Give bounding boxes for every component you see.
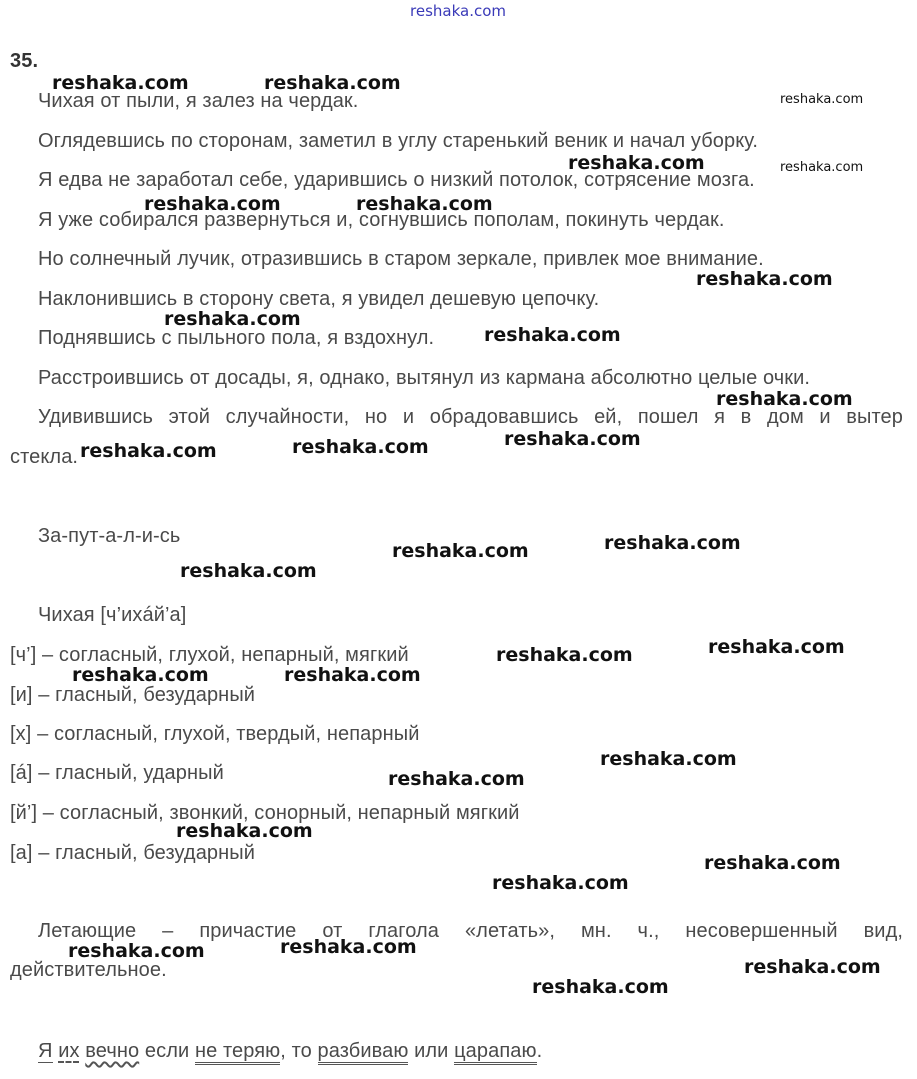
parsed-sentence bbox=[38, 1040, 542, 1063]
conjunction-word: если bbox=[144, 1040, 190, 1062]
watermark: reshaka.com bbox=[568, 152, 705, 174]
conjunction-word: , то bbox=[280, 1040, 312, 1062]
watermark: reshaka.com bbox=[780, 160, 864, 175]
sentence-6: Наклонившись в сторону света, я увидел дешевую цепочку. bbox=[38, 288, 600, 310]
sentence-3: Я едва не заработал себе, ударившись о низкий потолок, сотрясение мозга. bbox=[38, 169, 755, 191]
phonetic-item: [ч’] – согласный, глухой, непарный, мягкий bbox=[10, 644, 409, 666]
predicate-word: царапаю bbox=[454, 1040, 536, 1065]
watermark: reshaka.com bbox=[604, 532, 741, 554]
sentence-4: Я уже собирался развернуться и, согнувшись пополам, покинуть чердак. bbox=[38, 209, 725, 231]
phonetic-item: [á] – гласный, ударный bbox=[10, 762, 224, 784]
watermark: reshaka.com bbox=[492, 872, 629, 894]
syllable-division: За-пут-а-л-и-сь bbox=[38, 525, 181, 547]
watermark: reshaka.com bbox=[532, 976, 669, 998]
sentence-1: Чихая от пыли, я залез на чердак. bbox=[38, 90, 359, 112]
watermark: reshaka.com bbox=[716, 388, 853, 410]
watermark: reshaka.com bbox=[388, 768, 525, 790]
sentence-9-line-1: Удивившись этой случайности, но и обрадовавшись ей, пошел я в дом и вытер bbox=[38, 406, 903, 428]
watermark: reshaka.com bbox=[780, 92, 864, 107]
watermark: reshaka.com bbox=[180, 560, 317, 582]
watermark: reshaka.com bbox=[708, 636, 845, 658]
predicate-word: не теряю bbox=[195, 1040, 280, 1065]
phonetic-header: Чихая [ч’ихáй’а] bbox=[38, 604, 187, 626]
sentence-5: Но солнечный лучик, отразившись в старом зеркале, привлек мое внимание. bbox=[38, 248, 764, 270]
watermark: reshaka.com bbox=[504, 428, 641, 450]
watermark: reshaka.com bbox=[484, 324, 621, 346]
watermark: reshaka.com bbox=[80, 440, 217, 462]
exercise-number: 35. bbox=[10, 50, 39, 72]
phonetic-item: [х] – согласный, глухой, твердый, непарный bbox=[10, 723, 420, 745]
watermark-top: reshaka.com bbox=[410, 2, 506, 20]
watermark: reshaka.com bbox=[744, 956, 881, 978]
watermark: reshaka.com bbox=[144, 193, 281, 215]
watermark: reshaka.com bbox=[704, 852, 841, 874]
sentence-8: Расстроившись от досады, я, однако, вытянул из кармана абсолютно целые очки. bbox=[38, 367, 811, 389]
sentence-7: Поднявшись с пыльного пола, я вздохнул. bbox=[38, 327, 435, 349]
watermark: reshaka.com bbox=[600, 748, 737, 770]
subject-word: Я bbox=[38, 1040, 53, 1062]
watermark: reshaka.com bbox=[292, 436, 429, 458]
watermark: reshaka.com bbox=[496, 644, 633, 666]
participle-line-2: действительное. bbox=[10, 959, 167, 981]
phonetic-item: [и] – гласный, безударный bbox=[10, 684, 256, 706]
watermark: reshaka.com bbox=[696, 268, 833, 290]
watermark: reshaka.com bbox=[164, 308, 301, 330]
phonetic-item: [й’] – согласный, звонкий, сонорный, непарный мягкий bbox=[10, 802, 520, 824]
sentence-9-line-2: стекла. bbox=[10, 446, 79, 468]
watermark: reshaka.com bbox=[52, 72, 189, 94]
watermark: reshaka.com bbox=[176, 820, 313, 842]
watermark: reshaka.com bbox=[264, 72, 401, 94]
adverbial-word: вечно bbox=[85, 1040, 140, 1062]
watermark: reshaka.com bbox=[280, 936, 417, 958]
predicate-word: разбиваю bbox=[318, 1040, 409, 1065]
conjunction-word: или bbox=[414, 1040, 449, 1062]
participle-line-1: Летающие – причастие от глагола «летать», мн. ч., несовершенный вид, bbox=[38, 920, 903, 942]
sentence-2: Оглядевшись по сторонам, заметил в углу старенький веник и начал уборку. bbox=[38, 130, 759, 152]
watermark: reshaka.com bbox=[356, 193, 493, 215]
watermark: reshaka.com bbox=[392, 540, 529, 562]
sentence-end: . bbox=[536, 1040, 543, 1062]
watermark: reshaka.com bbox=[72, 664, 209, 686]
object-word: их bbox=[58, 1040, 80, 1062]
watermark: reshaka.com bbox=[68, 940, 205, 962]
phonetic-item: [а] – гласный, безударный bbox=[10, 842, 256, 864]
watermark: reshaka.com bbox=[284, 664, 421, 686]
